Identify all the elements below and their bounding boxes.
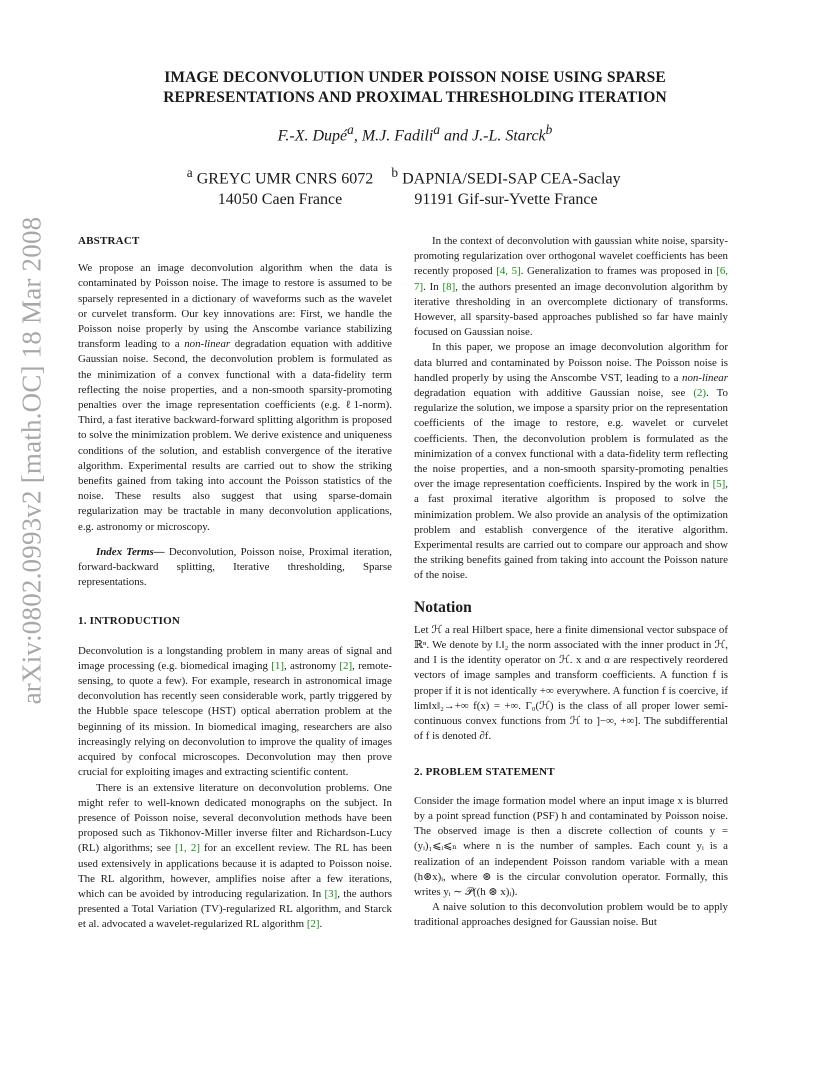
affiliation-b: $^b$ DAPNIA/SEDI-SAP CEA-Saclay 91191 Gif-sur-Yvette France: [391, 165, 621, 209]
citation-link[interactable]: [1]: [271, 659, 284, 672]
equation-link[interactable]: (2): [693, 387, 707, 400]
arxiv-stamp: arXiv:0802.0993v2 [math.OC] 18 Mar 2008: [16, 216, 47, 704]
intro-paragraph-2: There is an extensive literature on deconvolution problems. One might refer to well-known dedicated monographs on the subject. In presence of Poisson noise, several deconvolution methods have been proposed such as Tikhonov-Miller inverse filter and Richardson-Lucy (RL) algorithms; see [1, 2] for an excellent review. The RL has been used extensively in applications because it is adapted to Poisson noise. The RL algorithm, however, amplifies noise after a few iterations, which can be avoided by introducing regularization. In [3], the authors presented a Total Variation (TV)-regularized RL algorithm, and Starck et al. advocated a wavelet-regularized RL algorithm [2].: [78, 781, 392, 931]
affiliation-a: $^a$ GREYC UMR CNRS 6072 14050 Caen France: [186, 165, 374, 209]
right-paragraph-1: In the context of deconvolution with gaussian white noise, sparsity-promoting regularization over orthogonal wavelet coefficients has been recently proposed [4, 5]. Generalization to frames was proposed in [6, 7]. In [8], the authors presented an image deconvolution algorithm by iterative thresholding in an overcomplete dictionary of transforms. However, all sparsity-based approaches published so far have mainly focused on Gaussian noise.: [414, 235, 728, 339]
abstract-text: We propose an image deconvolution algorithm when the data is contaminated by Poisson noise. The image to restore is assumed to be sparsely represented in a dictionary of waveforms such as the wavelet or curvelet transform. Our key innovations are: First, we handle the Poisson noise properly by using the Anscombe variance stabilizing transform leading to a non-linear degradation equation with additive Gaussian noise. Second, the deconvolution problem is formulated as the minimization of a convex functional with a data-fidelity term reflecting the noise properties, and a non-smooth sparsity-promoting penalties over the image representation coefficients (e.g. ℓ1-norm). Third, a fast iterative backward-forward splitting algorithm is proposed to solve the minimization problem. We derive existence and uniqueness conditions of the solution, and establish convergence of the iterative algorithm. Experimental results are carried out to show the striking benefits gained from taking into account the Poisson statistics of the noise. These results also suggest that using sparse-domain regularization may be tractable in many deconvolution applications, e.g. astronomy or microscopy.: [78, 262, 392, 533]
title-line-1: IMAGE DECONVOLUTION UNDER POISSON NOISE USING SPARSE: [164, 69, 666, 86]
paper-title: [90, 68, 740, 108]
citation-link[interactable]: [8]: [442, 280, 456, 293]
citation-link[interactable]: [6, 7]: [414, 265, 728, 293]
right-column: [414, 234, 728, 931]
authors: F.-X. Dupé$^a$, M.J. Fadili$^a$ and J.-L. Starck$^b$: [277, 122, 553, 145]
right-paragraph-2: In this paper, we propose an image deconvolution algorithm for data blurred and contaminated by Poisson noise. The Poisson noise is handled properly by using the Anscombe VST, leading to a non-linear degradation equation with additive Gaussian noise, see (2). To regularize the solution, we impose a sparsity prior on the representation coefficients of the image to restore, e.g. wavelet or curvelet coefficients. Then, the deconvolution problem is formulated as the minimization of a convex functional with a data-fidelity term reflecting the noise properties, and a non-smooth sparsity-promoting penalties over the image representation coefficients. Inspired by the work in [5], a fast proximal iterative algorithm is proposed to solve the minimization problem. We also provide an analysis of the optimization problem and establish convergence of the iterative algorithm. Experimental results are carried out to compare our approach and show the striking benefits gained from taking into account the Poisson nature of the noise.: [414, 341, 728, 582]
notation-paragraph: Let ℋ a real Hilbert space, here a finite dimensional vector subspace of ℝⁿ. We denote by ‖.‖₂ the norm associated with the inner product in ℋ, and I is the identity operator on ℋ. x and α are respectively reordered vectors of image samples and transform coefficients. A function f is proper if it is not identically +∞ everywhere. A function f is coercive, if lim‖x‖₂→+∞ f(x) = +∞. Γ₀(ℋ) is the class of all proper lower semi-continuous convex functions from ℋ to ]−∞, +∞]. The subdifferential of f is denoted ∂f.: [414, 623, 728, 743]
citation-link[interactable]: [5]: [712, 478, 726, 491]
citation-link[interactable]: [2]: [339, 659, 353, 672]
title-line-2: REPRESENTATIONS AND PROXIMAL THRESHOLDING ITERATION: [163, 89, 667, 106]
left-column: [78, 234, 392, 933]
citation-link[interactable]: [3]: [324, 887, 338, 900]
intro-paragraph-1: Deconvolution is a longstanding problem in many areas of signal and image processing (e.g. biomedical imaging [1], astronomy [2], remote-sensing, to quote a few). For example, research in astronomical image deconvolution has recently seen considerable work, partly triggered by the Hubble space telescope (HST) optical aberration problem at the beginning of its mission. In biomedical imaging, researchers are also increasingly relying on deconvolution to improve the quality of images acquired by confocal microscopes. Deconvolution may then prove crucial for exploiting images and extracting scientific content.: [78, 644, 392, 779]
citation-link[interactable]: [1, 2]: [174, 842, 200, 855]
problem-statement-heading: 2. PROBLEM STATEMENT: [414, 765, 555, 778]
problem-paragraph-2: A naive solution to this deconvolution problem would be to apply traditional approaches designed for Gaussian noise. But: [414, 901, 728, 929]
abstract-heading: ABSTRACT: [78, 235, 140, 247]
citation-link[interactable]: [2]: [306, 918, 320, 931]
introduction-heading: 1. INTRODUCTION: [78, 615, 181, 628]
index-terms: Index Terms— Deconvolution, Poisson noise, Proximal iteration, forward-backward splitting, Iterative thresholding, Sparse representations.: [78, 545, 392, 589]
notation-heading: Notation: [414, 598, 472, 616]
problem-paragraph-1: Consider the image formation model where an input image x is blurred by a point spread function (PSF) h and contaminated by Poisson noise. The observed image is then a discrete collection of counts y = (yᵢ)₁⩽ᵢ⩽ₙ where n is the number of samples. Each count yᵢ is a realization of an independent Poisson random variable with a mean (h⊛x)ᵢ, where ⊛ is the circular convolution operator. Formally, this writes yᵢ ∼ 𝒫((h ⊛ x)ᵢ).: [414, 794, 728, 898]
citation-link[interactable]: [4, 5]: [496, 265, 521, 278]
